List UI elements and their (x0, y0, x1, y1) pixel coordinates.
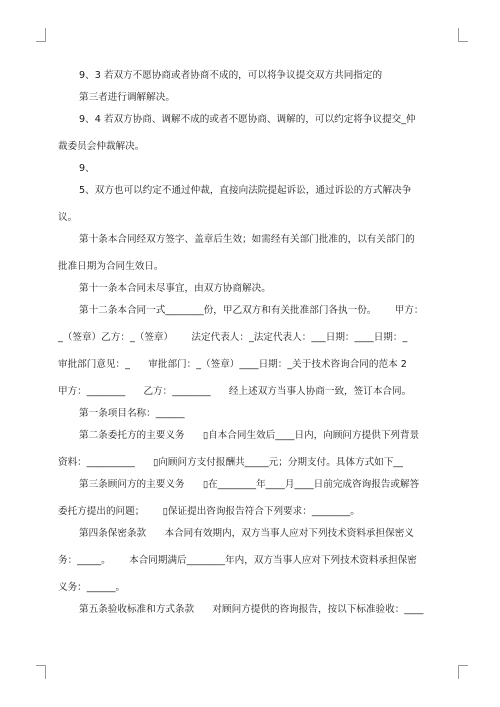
crop-mark-bottom-left (45, 665, 46, 679)
signature-line: _（签章）乙方：_（签章） 法定代表人：_法定代表人：___日期：____日期：_ (58, 332, 408, 343)
article-1: 第一条项目名称：______ (79, 408, 185, 419)
article-10-continued: 批准日期为合同生效日。 (58, 261, 164, 272)
crop-mark-bottom-right (458, 665, 468, 666)
paragraph-9-3-continued: 第三者进行调解解决。 (79, 92, 175, 103)
article-4: 第四条保密条款 本合同有效期内，双方当事人应对下列技术资料承担保密义 (79, 528, 414, 539)
article-2-continued: 资料：__________ ▯向顾问方支付报酬共_____元；分期支付。具体方式如下__ (58, 457, 403, 468)
document-page (58, 58, 448, 615)
approval-line: 审批部门意见：_ 审批部门：_（签章）____日期：_关于技术咨询合同的范本 2 (58, 359, 407, 370)
crop-mark-top-right (458, 28, 459, 42)
parties-line: 甲方：________ 乙方：________ 经上述双方当事人协商一致，签订本合同。 (58, 386, 412, 397)
article-11: 第十一条本合同未尽事宜，由双方协商解决。 (79, 283, 271, 294)
article-3-continued: 委托方提出的问题； ▯保证提出咨询报告符合下列要求：________。 (58, 506, 360, 517)
paragraph-9-4-continued: 裁委员会仲裁解决。 (58, 141, 145, 152)
crop-mark-top-left (45, 28, 46, 42)
paragraph-9-number: 9、 (79, 163, 95, 174)
article-12: 第十二条本合同一式________份，甲乙双方和有关批准部门各执一份。 甲方： (79, 305, 424, 316)
article-2: 第二条委托方的主要义务 ▯自本合同生效后____日内，向顾问方提供下列背景 (79, 430, 420, 441)
article-3: 第三条顾问方的主要义务 ▯在________年____月____日前完成咨询报告或解答 (79, 479, 420, 490)
article-4-end: 义务：______。 (58, 582, 126, 593)
paragraph-5-continued: 议。 (58, 212, 78, 223)
paragraph-5: 5、双方也可以约定不通过仲裁，直接向法院提起诉讼，通过诉讼的方式解决争 (79, 185, 412, 196)
article-4-continued: 务：_____。 本合同期满后________年内，双方当事人应对下列技术资料承担保密 (58, 555, 417, 566)
paragraph-9-4: 9、4 若双方协商、调解不成的或者不愿协商、调解的，可以约定将争议提交_仲 (79, 114, 416, 125)
crop-mark-bottom-right (458, 665, 459, 679)
article-5: 第五条验收标准和方式条款 对顾问方提供的咨询报告，按以下标准验收：____ (79, 604, 424, 615)
article-10: 第十条本合同经双方签字、盖章后生效；如需经有关部门批准的，以有关部门的 (79, 234, 415, 245)
crop-mark-top-right (458, 41, 468, 42)
paragraph-9-3: 9、3 若双方不愿协商或者协商不成的，可以将争议提交双方共同指定的 (79, 70, 383, 81)
